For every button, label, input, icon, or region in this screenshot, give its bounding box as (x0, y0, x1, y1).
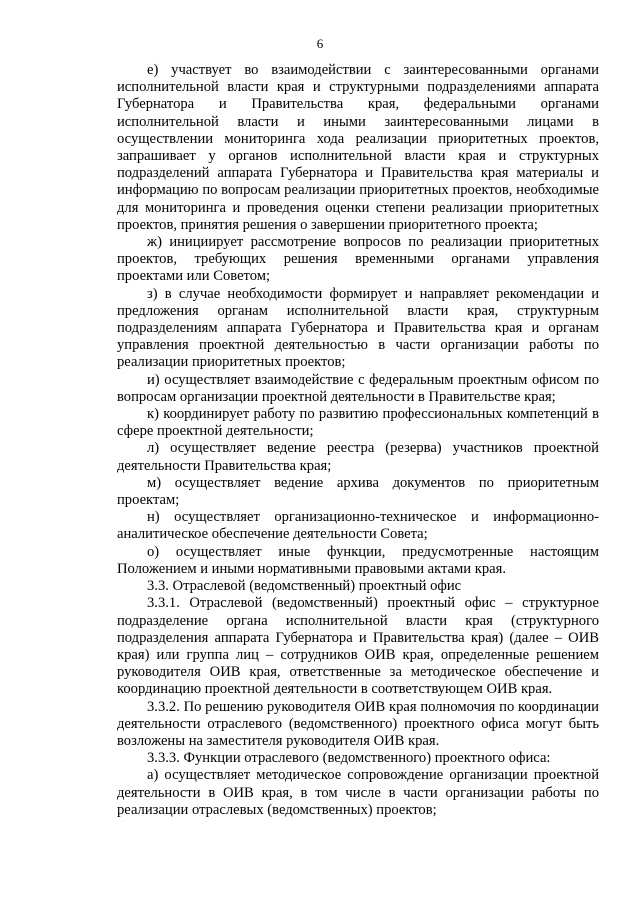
paragraph-i: и) осуществляет взаимодействие с федеральным проектным офисом по вопросам организации проектной деятельности в Правительстве края; (117, 371, 599, 405)
section-heading-3-3: 3.3. Отраслевой (ведомственный) проектный офис (147, 578, 462, 595)
paragraph-o: о) осуществляет иные функции, предусмотренные настоящим Положением и иными нормативными правовыми актами края. (117, 543, 599, 577)
document-body (117, 62, 599, 819)
paragraph-m: м) осуществляет ведение архива документов по приоритетным проектам; (117, 474, 599, 509)
paragraph-n: н) осуществляет организационно-техническое и информационно-аналитическое обеспечение деятельности Совета; (117, 509, 599, 543)
paragraph-l: л) осуществляет ведение реестра (резерва) участников проектной деятельности Правительства края; (117, 440, 599, 474)
paragraph-3-3-1: 3.3.1. Отраслевой (ведомственный) проектный офис – структурное подразделение органа исполнительной власти края (структурного подразделения аппарата Губернатора и Правительства края) (далее – ОИВ края) или группа лиц – сотрудников ОИВ края, определенные решением руководителя ОИВ края, ответственные за методическое обеспечение и координацию проектной деятельности в соответствующем ОИВ края. (117, 595, 599, 698)
page-number: 6 (316, 36, 324, 51)
paragraph-3-3-2: 3.3.2. По решению руководителя ОИВ края полномочия по координации деятельности отраслевого (ведомственного) проектного офиса могут быть возложены на заместителя руководителя ОИВ края. (117, 698, 599, 749)
paragraph-a: а) осуществляет методическое сопровождение организации проектной деятельности в ОИВ края, в том числе в части организации работы по реализации отраслевых (ведомственных) проектов; (117, 767, 599, 818)
paragraph-3-3-3: 3.3.3. Функции отраслевого (ведомственного) проектного офиса: (147, 750, 551, 767)
paragraph-zh: ж) инициирует рассмотрение вопросов по реализации приоритетных проектов, требующих решения временными органами управления проектами или Советом; (117, 234, 599, 285)
paragraph-e: е) участвует во взаимодействии с заинтересованными органами исполнительной власти края и структурными подразделениями аппарата Губернатора и Правительства края, федеральными органами исполнительной власти и иными заинтересованными лицами в осуществлении мониторинга хода реализации приоритетных проектов, запрашивает у органов исполнительной власти края и структурных подразделений аппарата Губернатора и Правительства края материалы и информацию по вопросам реализации приоритетных проектов, необходимые для мониторинга и проведения оценки степени реализации приоритетных проектов, принятия решения о завершении приоритетного проекта; (117, 62, 599, 233)
paragraph-z: з) в случае необходимости формирует и направляет рекомендации и предложения органам исполнительной власти края, структурным подразделениям аппарата Губернатора и Правительства края и органам управления проектной деятельностью в части организации работы по реализации приоритетных проектов; (117, 285, 599, 371)
paragraph-k: к) координирует работу по развитию профессиональных компетенций в сфере проектной деятельности; (117, 406, 599, 440)
